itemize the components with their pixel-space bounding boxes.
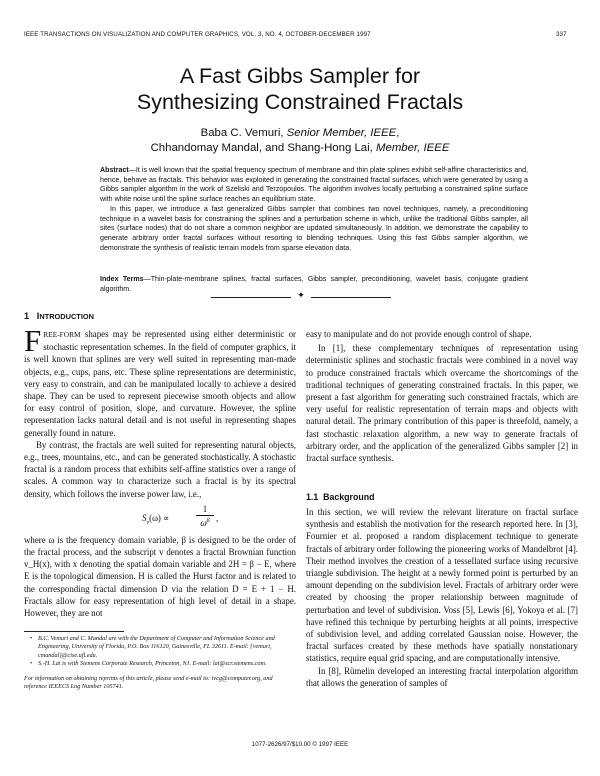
abstract-p2: In this paper, we introduce a fast generalized Gibbs sampler that combines two novel techniques, namely, a preconditioning technique in a wavelet basis for constraining the splines and a perturbation scheme in which, unlike the traditional Gibbs sampler, all sites (surface nodes) that do not share a common neighbor are updated simultaneously. In addition, we demonstrate the capability to generate arbitrary order fractal surfaces without resorting to blending techniques. Using this fast Gibbs sampler algorithm, we demonstrate the synthesis of realistic terrain models from sparse elevation data. — [100, 204, 528, 252]
authors-line-1 — [0, 126, 600, 141]
divider-rule-right — [311, 297, 391, 298]
eq-beta: β — [206, 518, 210, 525]
subsection-title: Background — [323, 492, 375, 502]
subsection-1-1-heading — [306, 492, 374, 502]
intro-paragraph-3: where ω is the frequency domain variable, β is designed to be the order of the fractal process, and the subscript v denotes a fractal Brownian function v_H(x), with x denoting the spatial domain variable and 2H = β − E, where E is the topological dimension. H is called the Hurst factor and is related to the corresponding fractal dimension D via the relation D = E + 1 − H. Fractals allow for easy representation of high level of detail in a shape. However, they are not — [24, 534, 296, 619]
authors-line-2 — [0, 141, 600, 156]
background-text — [306, 506, 578, 689]
right-column — [306, 328, 578, 464]
abstract-p1 — [100, 166, 528, 205]
eq-denominator — [196, 515, 214, 529]
left-column — [24, 323, 296, 619]
intro-paragraph-4: easy to manipulate and do not provide enough control of shape. — [306, 329, 532, 339]
section-title-initial: I — [36, 311, 40, 321]
running-header: IEEE TRANSACTIONS ON VISUALIZATION AND COMPUTER GRAPHICS, VOL. 3, NO. 4, OCTOBER-DECEMBER 1997 — [24, 31, 371, 38]
eq-arg: (ω) ∝ — [149, 512, 170, 523]
eq-numerator: 1 — [202, 503, 208, 514]
footnote-2-text: S.-H. Lai is with Siemens Corporate Research, Princeton, NJ. E-mail: lai@scr.siemens.com. — [38, 660, 267, 668]
footnote-1 — [30, 635, 296, 660]
divider-rule-left — [211, 297, 291, 298]
author-role: Senior Member, IEEE — [286, 127, 397, 139]
equation-lhs — [142, 512, 169, 529]
intro-paragraph-2: By contrast, the fractals are well suited for representing natural objects, e.g., trees, mountains, etc., and can be generated stochastically. A stochastic fractal is a random process that exhibits self-affine statistics over a range of scales. A common way to characterize such a fractal is by its spectral density, which follows the inverse power law, i.e., — [24, 439, 296, 499]
bullet: • — [30, 660, 33, 668]
abstract-text-1: —It is well known that the spatial frequency spectrum of membrane and thin plate splines exhibit self-affine characteristics and, hence, behave as fractals. This behavior was exploited in generating the constrained fractal surfaces, which were generated by using a Gibbs sampler algorithm in the work of Szeliski and Terzopoulos. The algorithm involves locally perturbing a constrained spline surface with white noise until the spline surface reaches an equilibrium state. — [100, 166, 528, 204]
abstract — [100, 166, 528, 253]
bullet: • — [30, 635, 33, 642]
paper-title-line-2: Synthesizing Constrained Fractals — [136, 90, 464, 114]
reprint-note: For information on obtaining reprints of this article, please send e-mail to: tvcg@computer.org, and reference IEEECS Log Number 105741. — [24, 674, 273, 691]
abstract-label: Abstract — [100, 166, 129, 174]
intro-text-1: shapes may be represented using either deterministic or stochastic representation schemes. In the field of computer graphics, it is well known that splines are very well suited in representing man-made objects, e.g., cups, pans, etc. These spline representations are deterministic, very easy to constrain, and can be manipulated locally to achieve a desired shape. They can be used to represent piecewise smooth objects and allow for easy control of position, slope, and curvature. However, the spline representation lacks natural detail and is not useful in representing shapes generally found in nature. — [24, 329, 296, 438]
subsection-number: 1.1 — [306, 492, 319, 502]
footnotes — [24, 635, 296, 691]
page-number: 337 — [556, 31, 567, 38]
author-role: Member, IEEE — [376, 142, 450, 154]
intro-lead-word: REE-FORM — [43, 330, 81, 339]
footnote-rule — [24, 631, 124, 632]
divider-diamond-icon: ✦ — [297, 291, 305, 301]
paper-title-line-1: A Fast Gibbs Sampler for — [179, 64, 421, 88]
author-names: Chhandomay Mandal, and Shang-Hong Lai, — [150, 142, 376, 154]
spectral-equation — [24, 500, 296, 534]
author-punct: , — [396, 127, 400, 139]
author-name: Baba C. Vemuri, — [200, 127, 287, 139]
index-terms-label: Index Terms — [100, 275, 144, 283]
footnote-2 — [30, 660, 296, 668]
eq-s: S — [142, 512, 147, 523]
equation-fraction — [196, 503, 214, 529]
intro-paragraph-1 — [24, 323, 296, 439]
eq-sub: v — [146, 519, 150, 526]
section-number: 1 — [24, 311, 30, 321]
background-paragraph-1: In this section, we will review the relevant literature on fractal surface synthesis and establish the motivation for the research reported here. In [3], Fournier et al. proposed a random displacement technique to generate fractals of arbitrary order following the pioneering works of Mandelbrot [4]. Their method involves the creation of a tessellated surface using recursive triangle subdivision. The height at a newly formed point is perturbed by an amount depending on the subdivision level. Fractals of arbitrary order were created by choosing the proper relationship between magnitude of perturbation and level of subdivision. Voss [5], Lewis [6], Yokoya et al. [7] have refined this technique by perturbing heights at all points, irrespective of subdivision level, and adding correlated Gaussian noise. However, the fractal surfaces created by these methods have spatially nonstationary statistics, require equal grid spacing, and are computationally intensive. — [306, 507, 578, 664]
eq-omega: ω — [200, 518, 207, 529]
index-terms-text: —Thin-plate-membrane splines, fractal surfaces, Gibbs sampler, preconditioning, wavelet basis, conjugate gradient algorithm. — [100, 275, 528, 293]
section-1-heading — [24, 311, 94, 321]
intro-paragraph-5: In [1], these complementary techniques of representation using deterministic splines and stochastic fractals were combined in a novel way to produce constrained fractals which overcame the shortcomings of the traditional techniques of generating constrained fractals. In this paper, we present a fast algorithm for generating such constrained fractals, which are very useful for realistic representation of terrain maps and objects with natural detail. The primary contribution of this paper is threefold, namely, a fast stochastic relaxation algorithm, a new way to generate fractals of arbitrary order, and the application of the generalized Gibbs sampler [2] in fractal surface synthesis. — [306, 343, 578, 464]
eq-comma: , — [216, 512, 219, 523]
drop-cap: F — [24, 323, 42, 358]
index-terms — [100, 275, 528, 294]
footnote-1-text: B.C. Vemuri and C. Mandal are with the Department of Computer and Information Science and Engineering, University of Florida, P.O. Box 116120, Gainesville, FL 32611. E-mail: {vemuri, cmandal}@cise.ufl.edu. — [38, 635, 275, 659]
copyright-line: 1077-2626/97/$10.00 © 1997 IEEE — [251, 741, 349, 748]
background-paragraph-2: In [8], Rümelin developed an interesting fractal interpolation algorithm that allows the generation of samples of — [306, 665, 578, 688]
section-title-rest: NTRODUCTION — [39, 312, 94, 321]
